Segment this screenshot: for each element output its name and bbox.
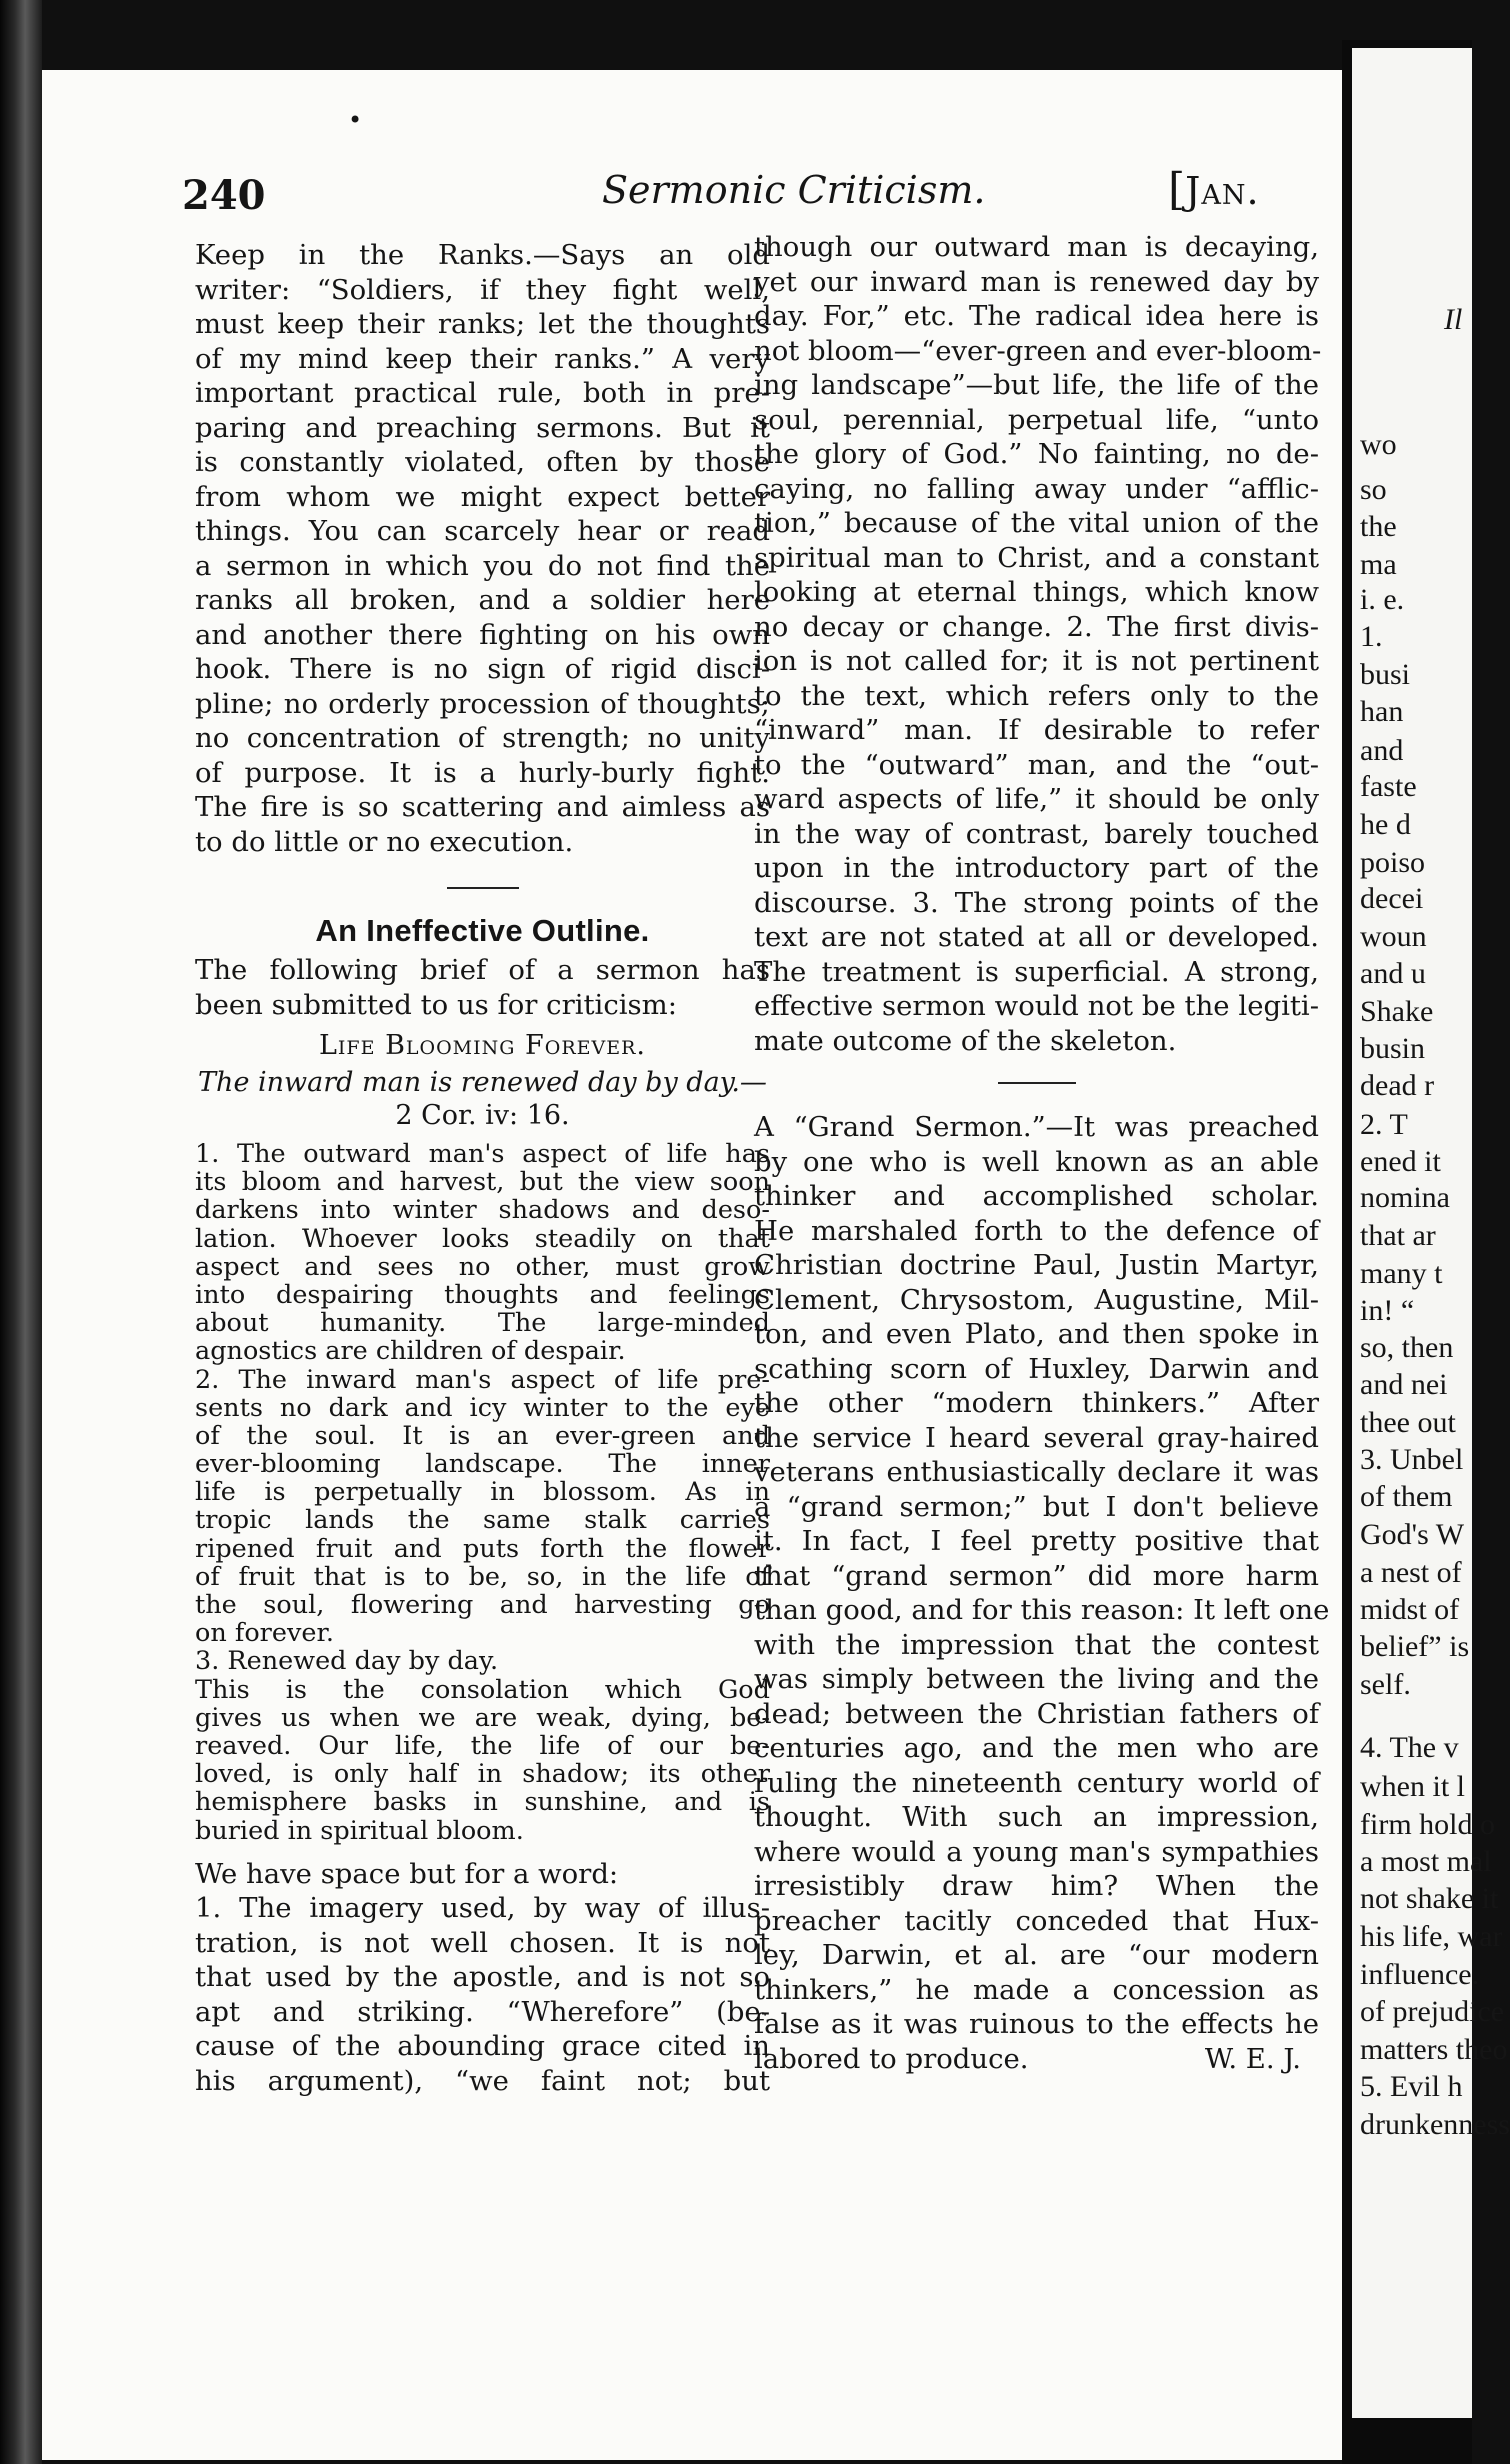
facing-page-text: in! “ <box>1360 1294 1415 1327</box>
facing-page-text: dead r <box>1360 1069 1435 1102</box>
paragraph-line: than good, and for this reason: It left one <box>754 1594 1330 1626</box>
facing-page-text: 1. <box>1360 620 1383 653</box>
paragraph-line: tion,” because of the vital union of the <box>754 507 1319 539</box>
paragraph-line: scathing scorn of Huxley, Darwin and <box>754 1352 1319 1385</box>
paragraph-line: yet our inward man is renewed day by <box>754 265 1319 298</box>
outline-line: gives us when we are weak, dying, be- <box>195 1702 770 1733</box>
outline-line: about humanity. The large-minded <box>195 1308 770 1339</box>
facing-page-text: Shake <box>1360 995 1434 1028</box>
facing-page-text: poiso <box>1360 846 1426 879</box>
paragraph-line: by one who is well known as an able <box>754 1145 1319 1178</box>
paragraph-line: no decay or change. 2. The first divis- <box>754 610 1319 643</box>
outline-line: of the soul. It is an ever-green and <box>195 1420 770 1451</box>
facing-page-text: so, then <box>1360 1331 1454 1364</box>
paragraph-line: upon in the introductory part of the <box>754 852 1319 884</box>
facing-page-text: of prejudice <box>1360 1995 1505 2028</box>
facing-page-text: the <box>1360 510 1397 543</box>
paragraph-line: that “grand sermon” did more harm <box>754 1559 1319 1592</box>
paragraph-line: cause of the abounding grace cited in <box>195 2030 770 2063</box>
month-label: Jan. <box>1185 169 1260 213</box>
paragraph-line: in the way of contrast, barely touched <box>754 817 1319 850</box>
paragraph-line: to do little or no execution. <box>195 825 574 858</box>
paragraph-line: veterans enthusiastically declare it was <box>754 1456 1319 1488</box>
outline-line: life is perpetually in blossom. As in <box>195 1477 770 1508</box>
paragraph-line: Christian doctrine Paul, Justin Martyr, <box>754 1249 1319 1281</box>
paragraph-line: spiritual man to Christ, and a constant <box>754 541 1319 574</box>
signature: W. E. J. <box>1204 2042 1301 2075</box>
outline-line: loved, is only half in shadow; its other <box>195 1759 770 1790</box>
facing-page-text: belief” is <box>1360 1630 1470 1663</box>
paragraph-line: effective sermon would not be the legiti- <box>754 990 1319 1022</box>
facing-page-text: 2. T <box>1360 1108 1408 1141</box>
facing-page-text: not shake it <box>1360 1882 1499 1915</box>
facing-page-text: 3. Unbel <box>1360 1443 1464 1476</box>
paragraph-line: must keep their ranks; let the thoughts <box>195 308 770 340</box>
paragraph-line: apt and striking. “Wherefore” (be- <box>195 1995 770 2028</box>
printer-mark: • <box>348 106 363 134</box>
paragraph-line: thought. With such an impression, <box>754 1801 1319 1833</box>
outline-line: reaved. Our life, the life of our be- <box>195 1730 770 1761</box>
paragraph-line: mate outcome of the skeleton. <box>754 1024 1177 1057</box>
paragraph-line: is constantly violated, often by those <box>195 446 770 478</box>
paragraph-line: and another there fighting on his own <box>195 618 770 651</box>
section-heading: An Ineffective Outline. <box>315 913 650 948</box>
facing-page-text: nomina <box>1360 1181 1450 1214</box>
paragraph-line: was simply between the living and the <box>754 1663 1319 1695</box>
outline-line: ripened fruit and puts forth the flower <box>195 1533 770 1564</box>
facing-page-text: a nest of <box>1360 1556 1462 1589</box>
outline-line: This is the consolation which God <box>195 1674 770 1705</box>
facing-page-text: matters theo <box>1360 2033 1508 2066</box>
paragraph-line: to the text, which refers only to the <box>754 679 1319 712</box>
facing-page-text: decei <box>1360 882 1424 915</box>
outline-line: 1. The outward man's aspect of life has <box>195 1139 770 1169</box>
facing-page-fragment <box>1352 48 1510 2418</box>
scripture-reference: 2 Cor. iv: 16. <box>395 1100 570 1131</box>
facing-page-text: that ar <box>1360 1219 1436 1252</box>
outline-line: ever-blooming landscape. The inner <box>195 1449 770 1480</box>
outline-line: into despairing thoughts and feelings <box>195 1279 770 1310</box>
paragraph-line: dead; between the Christian fathers of <box>754 1697 1319 1730</box>
paragraph-line: looking at eternal things, which know <box>754 576 1319 608</box>
paragraph-line: it. In fact, I feel pretty positive that <box>754 1525 1319 1557</box>
outline-line: darkens into winter shadows and deso- <box>195 1195 770 1226</box>
right-column <box>754 230 1330 2076</box>
facing-page-text: thee out <box>1360 1406 1456 1439</box>
outline-line: on forever. <box>195 1618 334 1649</box>
facing-page-text: 5. Evil h <box>1360 2070 1463 2103</box>
paragraph-line: pline; no orderly procession of thoughts; <box>195 687 770 720</box>
paragraph-line: text are not stated at all or developed. <box>754 921 1319 953</box>
facing-page-text: and u <box>1360 957 1426 990</box>
facing-page-text: 4. The v <box>1360 1731 1459 1764</box>
paragraph-line: ing landscape”—but life, the life of the <box>754 369 1319 401</box>
paragraph-line: to the “outward” man, and the “out- <box>754 748 1319 781</box>
page-number: 240 <box>182 172 266 219</box>
paragraph-line: labored to produce. <box>754 2042 1029 2075</box>
facing-page-text: han <box>1360 695 1404 728</box>
paragraph-line: a sermon in which you do not find the <box>195 549 770 582</box>
paragraph-line: writer: “Soldiers, if they fight well, <box>195 273 770 306</box>
facing-page-text: self. <box>1360 1668 1411 1701</box>
paragraph-line: ruling the nineteenth century world of <box>754 1766 1319 1799</box>
paragraph-line: centuries ago, and the men who are <box>754 1732 1319 1764</box>
paragraph-line: paring and preaching sermons. But it <box>195 411 770 444</box>
facing-page-text: ma <box>1360 548 1397 581</box>
outline-line: buried in spiritual bloom. <box>195 1815 524 1846</box>
paragraph-line: ton, and even Plato, and then spoke in <box>754 1318 1319 1350</box>
sermon-title: Life Blooming Forever. <box>319 1030 646 1061</box>
paragraph-line: important practical rule, both in pre- <box>195 377 770 409</box>
facing-page-text: so <box>1360 473 1387 506</box>
paragraph-line: Keep in the Ranks.—Says an old <box>195 239 770 271</box>
facing-page-text: he d <box>1360 808 1411 841</box>
paragraph-line: of purpose. It is a hurly-burly fight. <box>195 756 770 789</box>
paragraph-line: soul, perennial, perpetual life, “unto <box>754 403 1319 436</box>
facing-page-text: i. e. <box>1360 583 1405 616</box>
facing-page-text: busi <box>1360 658 1411 691</box>
paragraph-line: things. You can scarcely hear or read <box>195 515 770 547</box>
outline-line: of fruit that is to be, so, in the life of <box>195 1561 770 1592</box>
paragraph-line: ranks all broken, and a soldier here <box>195 584 770 616</box>
book-spine-shadow <box>0 0 42 2464</box>
outline-line: 2. The inward man's aspect of life pre- <box>195 1364 770 1395</box>
paragraph-line: “inward” man. If desirable to refer <box>754 714 1319 746</box>
paragraph-line: ley, Darwin, et al. are “our modern <box>754 1939 1319 1971</box>
paragraph-line: thinker and accomplished scholar. <box>754 1180 1319 1212</box>
section-divider <box>998 1082 1076 1084</box>
paragraph-line: false as it was ruinous to the effects he <box>754 2008 1319 2040</box>
paragraph-line: thinkers,” he made a concession as <box>754 1973 1319 2006</box>
paragraph-line: the other “modern thinkers.” After <box>754 1387 1319 1419</box>
paragraph-line: the glory of God.” No fainting, no de- <box>754 438 1319 470</box>
paragraph-line: The treatment is superficial. A strong, <box>754 955 1319 988</box>
paragraph-line: no concentration of strength; no unity <box>195 722 770 754</box>
paragraph-line: that used by the apostle, and is not so <box>195 1961 770 1994</box>
outline-line: its bloom and harvest, but the view soon <box>195 1167 770 1198</box>
outline-line: the soul, flowering and harvesting go <box>195 1590 770 1620</box>
paragraph-line: though our outward man is decaying, <box>754 231 1319 263</box>
paragraph-line: a “grand sermon;” but I don't believe <box>754 1490 1319 1523</box>
paragraph-line: 1. The imagery used, by way of illus- <box>195 1892 770 1925</box>
facing-page-text: influence. <box>1360 1958 1480 1991</box>
paragraph-line: ward aspects of life,” it should be only <box>754 783 1319 815</box>
scripture-text: The inward man is renewed day by day.— <box>198 1067 767 1098</box>
outline-line: lation. Whoever looks steadily on that <box>195 1223 770 1254</box>
paragraph-line: hook. There is no sign of rigid disci- <box>195 653 770 685</box>
facing-page-text: wo <box>1360 428 1397 461</box>
paragraph-line: caying, no falling away under “afflic- <box>754 472 1319 505</box>
paragraph-line: The following brief of a sermon has <box>195 954 770 986</box>
paragraph-line: his argument), “we faint not; but <box>195 2064 770 2097</box>
paragraph-line: irresistibly draw him? When the <box>754 1870 1319 1902</box>
scanned-page <box>42 70 1342 2460</box>
outline-line: tropic lands the same stalk carries <box>195 1505 770 1536</box>
section-divider <box>447 887 519 889</box>
facing-page-text: God's W <box>1360 1518 1465 1551</box>
paragraph-line: where would a young man's sympathies <box>754 1835 1319 1868</box>
facing-page-text: ened it <box>1360 1145 1441 1178</box>
facing-page-text: firm hold o <box>1360 1808 1495 1841</box>
issue-month <box>1168 164 1260 215</box>
facing-page-text: many t <box>1360 1257 1443 1290</box>
paragraph-line: been submitted to us for criticism: <box>195 988 678 1021</box>
facing-page-text: of them <box>1360 1480 1453 1513</box>
facing-page-text: busin <box>1360 1032 1426 1065</box>
paragraph-line: with the impression that the contest <box>754 1628 1319 1661</box>
outline-line: aspect and sees no other, must grow <box>195 1251 770 1282</box>
facing-page-text: drunkenness <box>1360 2108 1510 2141</box>
spacer <box>195 1845 770 1857</box>
facing-page-text: and <box>1360 734 1404 767</box>
paragraph-line: A “Grand Sermon.”—It was preached <box>754 1111 1319 1143</box>
paragraph-line: He marshaled forth to the defence of <box>754 1214 1319 1247</box>
paragraph-line: not bloom—“ever-green and ever-bloom- <box>754 334 1322 367</box>
paragraph-line: from whom we might expect better <box>195 480 770 513</box>
paragraph-line: tration, is not well chosen. It is not <box>195 1926 770 1959</box>
facing-page-text: faste <box>1360 770 1417 803</box>
paragraph-line: day. For,” etc. The radical idea here is <box>754 300 1319 332</box>
outline-line: sents no dark and icy winter to the eye <box>195 1392 770 1423</box>
paragraph-line: We have space but for a word: <box>195 1857 619 1890</box>
outline-line: hemisphere basks in sunshine, and is <box>195 1787 770 1818</box>
facing-page-text: Il <box>1444 303 1463 336</box>
paragraph-line: The fire is so scattering and aimless as <box>195 791 770 823</box>
left-column <box>195 238 770 2098</box>
facing-page-text: his life, war <box>1360 1920 1503 1953</box>
facing-page-text: woun <box>1360 920 1427 953</box>
facing-page-text: midst of <box>1360 1593 1460 1626</box>
month-bracket: [ <box>1168 164 1186 215</box>
paragraph-line: of my mind keep their ranks.” A very <box>195 342 770 375</box>
running-title: Sermonic Criticism. <box>602 168 986 212</box>
paragraph-line: ion is not called for; it is not pertinent <box>754 645 1319 677</box>
paragraph-line: Clement, Chrysostom, Augustine, Mil- <box>754 1283 1319 1316</box>
facing-page-text: when it l <box>1360 1770 1465 1803</box>
outline-line: 3. Renewed day by day. <box>195 1646 499 1677</box>
paragraph-line: preacher tacitly conceded that Hux- <box>754 1904 1319 1937</box>
facing-page-text: and nei <box>1360 1368 1448 1401</box>
outline-line: agnostics are children of despair. <box>195 1336 626 1367</box>
paragraph-line: the service I heard several gray-haired <box>754 1421 1319 1454</box>
facing-page-text: a most mal <box>1360 1845 1492 1878</box>
paragraph-line: discourse. 3. The strong points of the <box>754 886 1319 919</box>
